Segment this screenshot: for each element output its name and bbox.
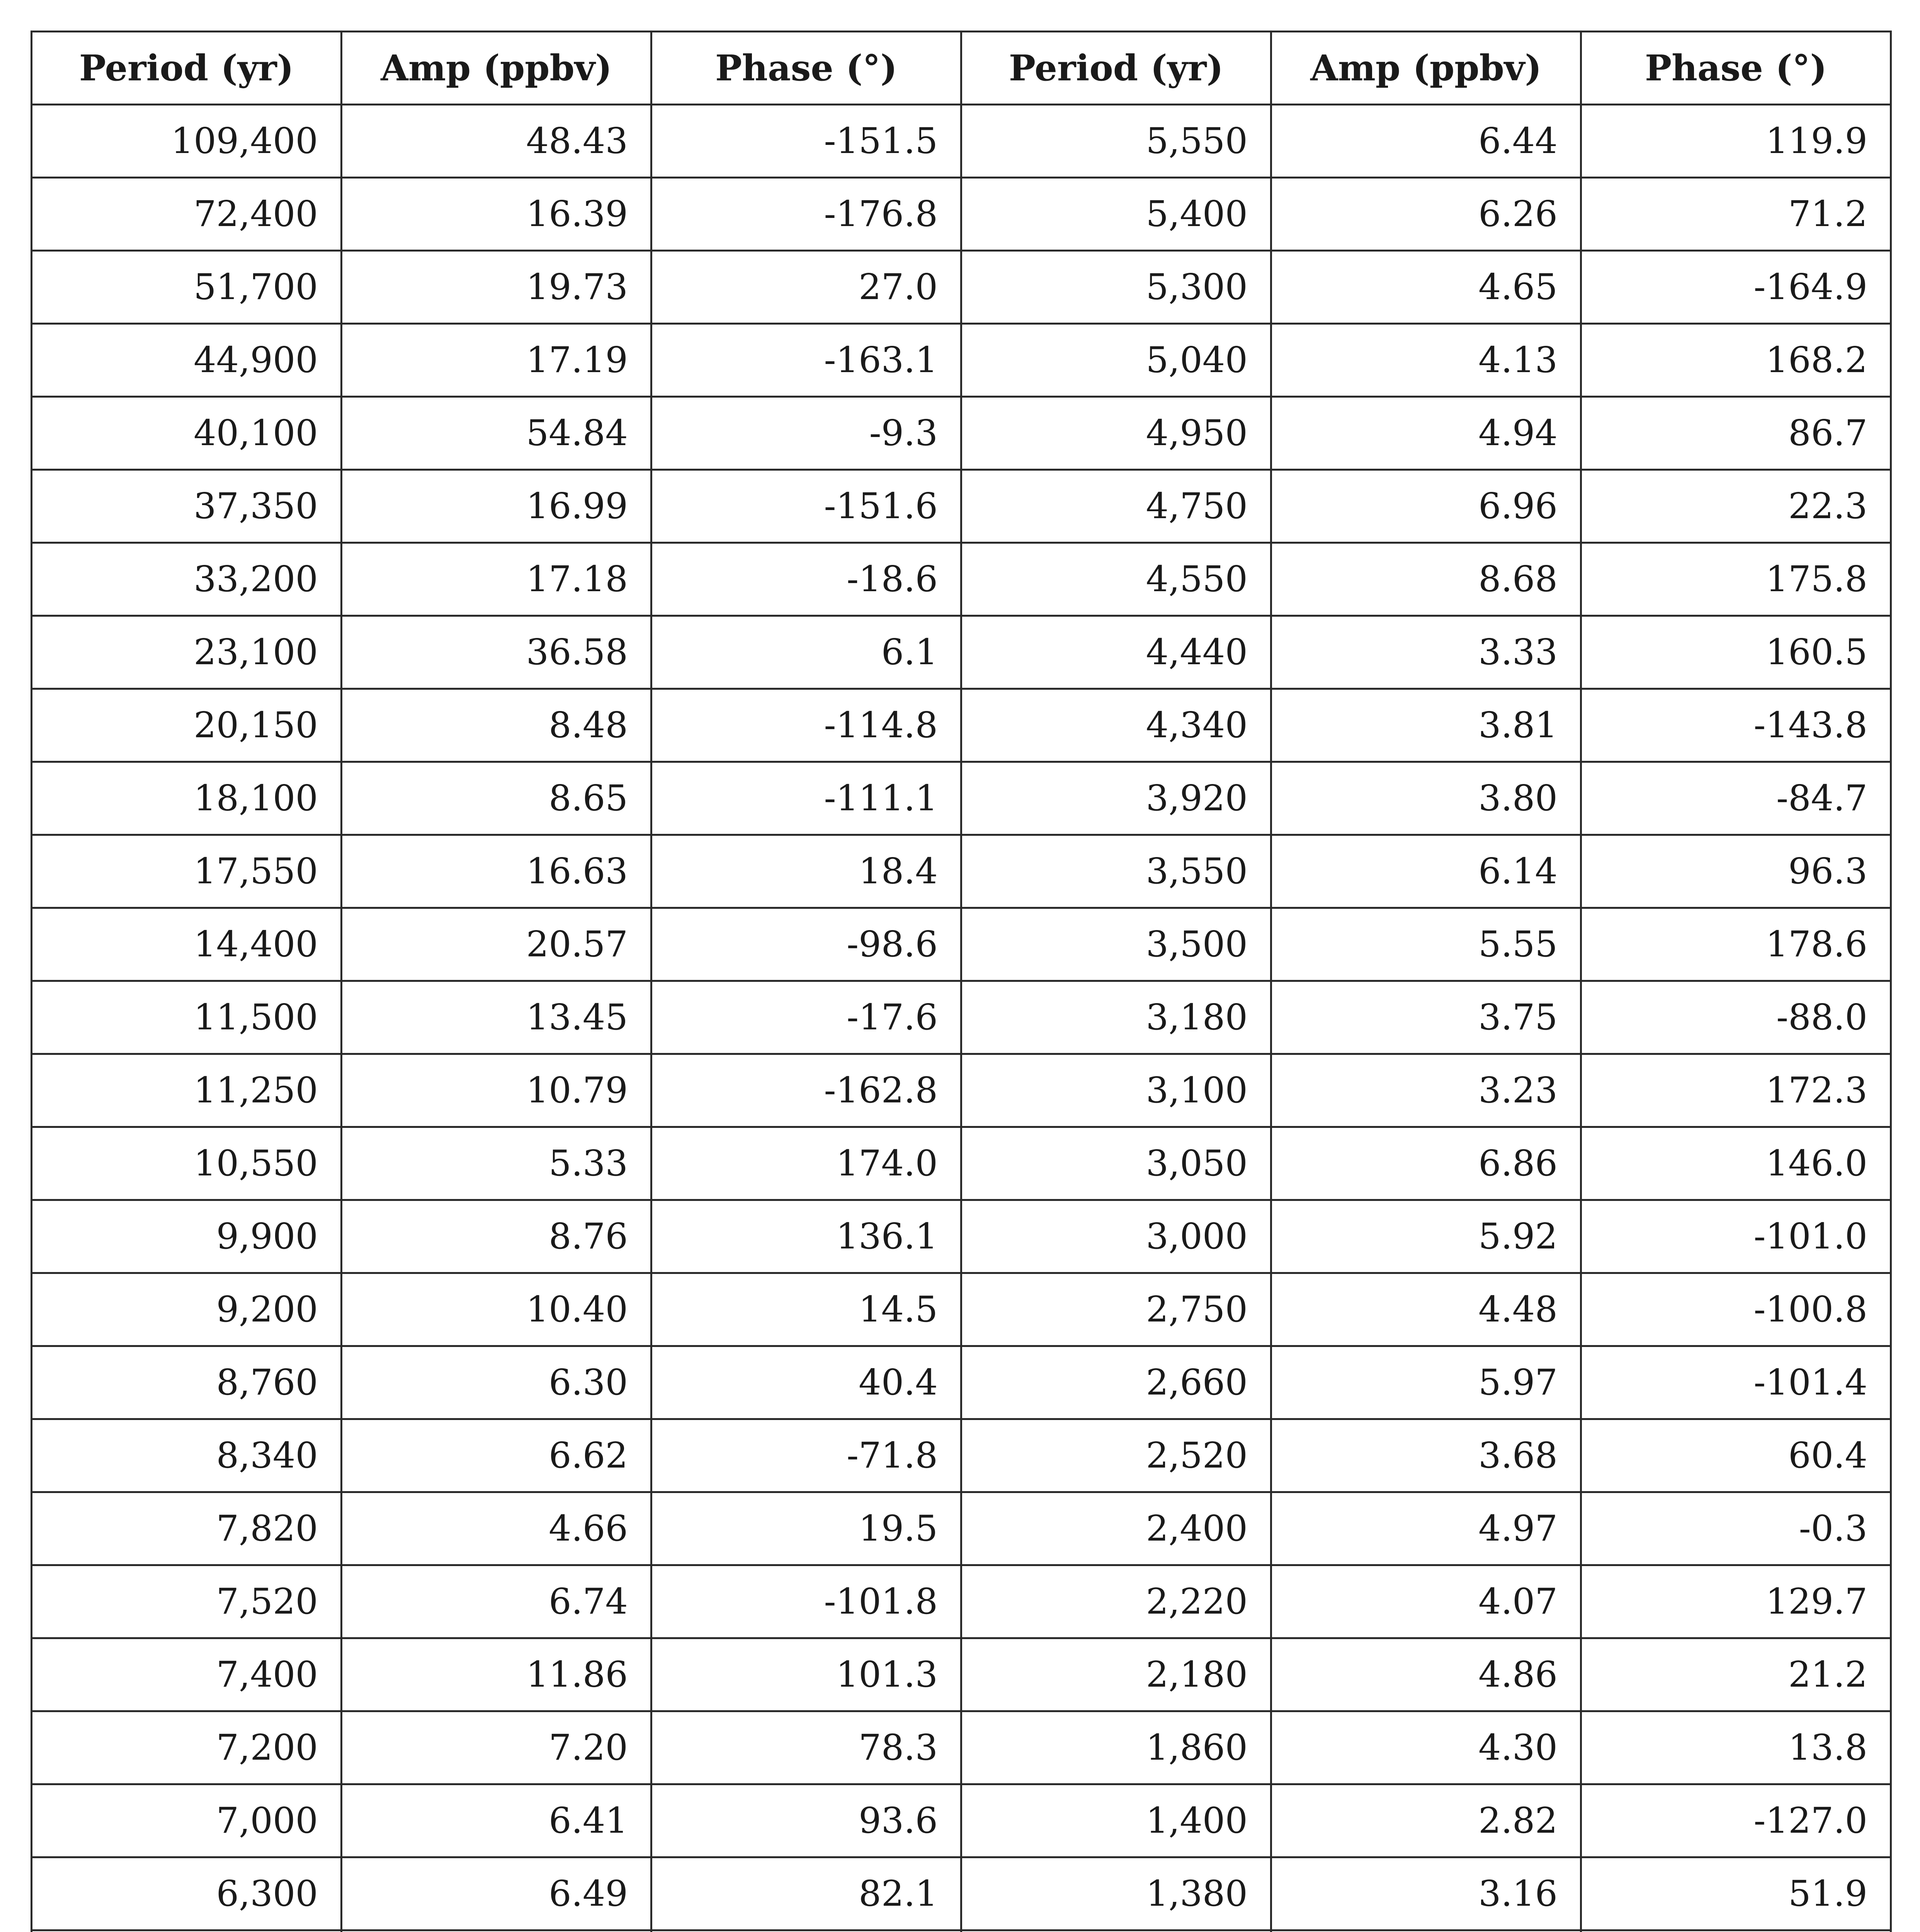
cell-amplitude: 3.16 [1271,1857,1581,1930]
cell-phase: -101.0 [1581,1200,1891,1273]
cell-period: 3,000 [961,1200,1271,1273]
cell-amplitude: 54.84 [342,397,651,470]
cell-period: 3,180 [961,981,1271,1054]
cell-phase: -71.8 [651,1419,961,1492]
cell-phase: -100.8 [1581,1273,1891,1346]
cell-phase: 82.1 [651,1857,961,1930]
cell-phase: 129.7 [1581,1565,1891,1638]
cell-amplitude [1271,1930,1581,1932]
cell-phase: -18.6 [651,543,961,616]
cell-period: 2,520 [961,1419,1271,1492]
cell-phase: -101.4 [1581,1346,1891,1419]
table-row [32,1346,1891,1419]
cell-phase: -164.9 [1581,251,1891,324]
table-row [32,1492,1891,1565]
cell-phase: -176.8 [651,178,961,251]
table-row [32,908,1891,981]
cell-phase: 21.2 [1581,1638,1891,1711]
column-header-amplitude: Amp (ppbv) [342,32,651,105]
cell-amplitude: 48.43 [342,105,651,178]
cell-amplitude: 6.14 [1271,835,1581,908]
cell-period: 23,100 [32,616,342,689]
cell-phase: 168.2 [1581,324,1891,397]
table-row [32,1565,1891,1638]
cell-amplitude: 36.58 [342,616,651,689]
cell-amplitude: 5.55 [1271,908,1581,981]
cell-period: 2,750 [961,1273,1271,1346]
cell-amplitude: 6.26 [1271,178,1581,251]
table-row [32,397,1891,470]
cell-period: 5,040 [961,324,1271,397]
table-row [32,543,1891,616]
cell-period: 33,200 [32,543,342,616]
cell-phase: 93.6 [651,1784,961,1857]
column-header-phase: Phase (°) [651,32,961,105]
cell-phase: 18.4 [651,835,961,908]
cell-period: 5,300 [961,251,1271,324]
table-row [32,835,1891,908]
cell-amplitude: 3.33 [1271,616,1581,689]
cell-phase: -151.5 [651,105,961,178]
cell-amplitude: 4.13 [1271,324,1581,397]
cell-amplitude: 4.66 [342,1492,651,1565]
cell-amplitude: 17.18 [342,543,651,616]
cell-phase: 13.8 [1581,1711,1891,1784]
cell-period: 5,400 [961,178,1271,251]
cell-amplitude: 6.96 [1271,470,1581,543]
cell-phase: -9.3 [651,397,961,470]
cell-amplitude: 3.23 [1271,1054,1581,1127]
cell-phase: 178.6 [1581,908,1891,981]
table-body [32,105,1891,1932]
cell-period: 7,200 [32,1711,342,1784]
cell-period: 109,400 [32,105,342,178]
table-row [32,1200,1891,1273]
cell-period: 4,440 [961,616,1271,689]
cell-period: 37,350 [32,470,342,543]
cell-period: 3,920 [961,762,1271,835]
cell-period: 8,760 [32,1346,342,1419]
cell-amplitude: 4.86 [1271,1638,1581,1711]
cell-amplitude: 13.45 [342,981,651,1054]
cell-period [32,1930,342,1932]
cell-phase: -88.0 [1581,981,1891,1054]
column-header-amplitude: Amp (ppbv) [1271,32,1581,105]
cell-amplitude: 8.65 [342,762,651,835]
cell-phase: 22.3 [1581,470,1891,543]
cell-phase: 119.9 [1581,105,1891,178]
cell-period: 7,520 [32,1565,342,1638]
table-row [32,616,1891,689]
cell-phase: 174.0 [651,1127,961,1200]
cell-phase: -163.1 [651,324,961,397]
cell-amplitude: 6.44 [1271,105,1581,178]
cell-amplitude: 19.73 [342,251,651,324]
cell-amplitude: 20.57 [342,908,651,981]
cell-phase: 6.1 [651,616,961,689]
cell-amplitude: 4.94 [1271,397,1581,470]
cell-period: 3,100 [961,1054,1271,1127]
cell-phase: -17.6 [651,981,961,1054]
cell-phase: -111.1 [651,762,961,835]
table-row [32,762,1891,835]
cell-amplitude [342,1930,651,1932]
cell-phase: -101.8 [651,1565,961,1638]
cell-period: 7,400 [32,1638,342,1711]
table-row [32,324,1891,397]
cell-amplitude: 6.86 [1271,1127,1581,1200]
cell-amplitude: 4.07 [1271,1565,1581,1638]
cell-phase: 146.0 [1581,1127,1891,1200]
cell-phase: 78.3 [651,1711,961,1784]
cell-period: 20,150 [32,689,342,762]
column-header-phase: Phase (°) [1581,32,1891,105]
table-row [32,178,1891,251]
table-row [32,1930,1891,1932]
cell-period: 2,660 [961,1346,1271,1419]
cell-period: 51,700 [32,251,342,324]
cell-amplitude: 8.48 [342,689,651,762]
cell-period: 40,100 [32,397,342,470]
cell-amplitude: 4.65 [1271,251,1581,324]
cell-phase: 86.7 [1581,397,1891,470]
table-header-row [32,32,1891,105]
cell-phase: 71.2 [1581,178,1891,251]
cell-phase: -127.0 [1581,1784,1891,1857]
table-row [32,470,1891,543]
cell-phase: -84.7 [1581,762,1891,835]
cell-period: 3,550 [961,835,1271,908]
cell-amplitude: 8.68 [1271,543,1581,616]
cell-amplitude: 5.92 [1271,1200,1581,1273]
cell-phase: -114.8 [651,689,961,762]
cell-period: 4,340 [961,689,1271,762]
cell-period: 2,180 [961,1638,1271,1711]
table-row [32,1638,1891,1711]
cell-amplitude: 3.81 [1271,689,1581,762]
cell-amplitude: 16.39 [342,178,651,251]
cell-phase: 27.0 [651,251,961,324]
cell-phase [651,1930,961,1932]
cell-period: 2,220 [961,1565,1271,1638]
cell-amplitude: 6.41 [342,1784,651,1857]
cell-period: 7,820 [32,1492,342,1565]
cell-amplitude: 10.40 [342,1273,651,1346]
cell-period: 3,500 [961,908,1271,981]
cell-amplitude: 16.63 [342,835,651,908]
cell-amplitude: 5.33 [342,1127,651,1200]
cell-phase: 175.8 [1581,543,1891,616]
table-row [32,105,1891,178]
cell-period: 18,100 [32,762,342,835]
cell-amplitude: 16.99 [342,470,651,543]
cell-phase: 101.3 [651,1638,961,1711]
cell-period: 10,550 [32,1127,342,1200]
cell-period: 9,200 [32,1273,342,1346]
cell-amplitude: 3.68 [1271,1419,1581,1492]
cell-amplitude: 6.62 [342,1419,651,1492]
cell-phase: 96.3 [1581,835,1891,908]
cell-period: 5,550 [961,105,1271,178]
cell-phase: -162.8 [651,1054,961,1127]
cell-period: 8,340 [32,1419,342,1492]
cell-period: 2,400 [961,1492,1271,1565]
cell-phase: 19.5 [651,1492,961,1565]
cell-phase: -98.6 [651,908,961,981]
cell-phase: 172.3 [1581,1054,1891,1127]
cell-period: 7,000 [32,1784,342,1857]
table-row [32,1054,1891,1127]
cell-amplitude: 4.97 [1271,1492,1581,1565]
column-header-period: Period (yr) [32,32,342,105]
table-row [32,981,1891,1054]
cell-period: 3,050 [961,1127,1271,1200]
table-row [32,1711,1891,1784]
cell-phase: 60.4 [1581,1419,1891,1492]
cell-amplitude: 6.49 [342,1857,651,1930]
table-row [32,1857,1891,1930]
cell-period: 72,400 [32,178,342,251]
cell-amplitude: 11.86 [342,1638,651,1711]
cell-amplitude: 3.75 [1271,981,1581,1054]
cell-phase: 160.5 [1581,616,1891,689]
cell-period: 4,750 [961,470,1271,543]
cell-amplitude: 17.19 [342,324,651,397]
table-row [32,251,1891,324]
cell-phase [1581,1930,1891,1932]
cell-period: 44,900 [32,324,342,397]
cell-period: 6,300 [32,1857,342,1930]
table-row [32,1273,1891,1346]
cell-phase: -151.6 [651,470,961,543]
cell-phase: 136.1 [651,1200,961,1273]
cell-amplitude: 6.30 [342,1346,651,1419]
cell-amplitude: 4.30 [1271,1711,1581,1784]
table-row [32,689,1891,762]
cell-period: 17,550 [32,835,342,908]
cell-period: 1,860 [961,1711,1271,1784]
cell-amplitude: 6.74 [342,1565,651,1638]
cell-phase: 40.4 [651,1346,961,1419]
cell-period: 1,380 [961,1857,1271,1930]
cell-amplitude: 7.20 [342,1711,651,1784]
cell-period: 14,400 [32,908,342,981]
cell-period: 4,950 [961,397,1271,470]
cell-amplitude: 10.79 [342,1054,651,1127]
cell-phase: -143.8 [1581,689,1891,762]
cell-amplitude: 3.80 [1271,762,1581,835]
cell-period: 4,550 [961,543,1271,616]
cell-period: 11,500 [32,981,342,1054]
cell-period: 11,250 [32,1054,342,1127]
cell-amplitude: 5.97 [1271,1346,1581,1419]
cell-amplitude: 2.82 [1271,1784,1581,1857]
cell-phase: -0.3 [1581,1492,1891,1565]
table-row [32,1419,1891,1492]
cell-amplitude: 8.76 [342,1200,651,1273]
periodicity-table [31,31,1892,1932]
cell-period [961,1930,1271,1932]
column-header-period: Period (yr) [961,32,1271,105]
cell-period: 1,400 [961,1784,1271,1857]
table-row [32,1127,1891,1200]
cell-amplitude: 4.48 [1271,1273,1581,1346]
cell-period: 9,900 [32,1200,342,1273]
cell-phase: 14.5 [651,1273,961,1346]
table-row [32,1784,1891,1857]
cell-phase: 51.9 [1581,1857,1891,1930]
